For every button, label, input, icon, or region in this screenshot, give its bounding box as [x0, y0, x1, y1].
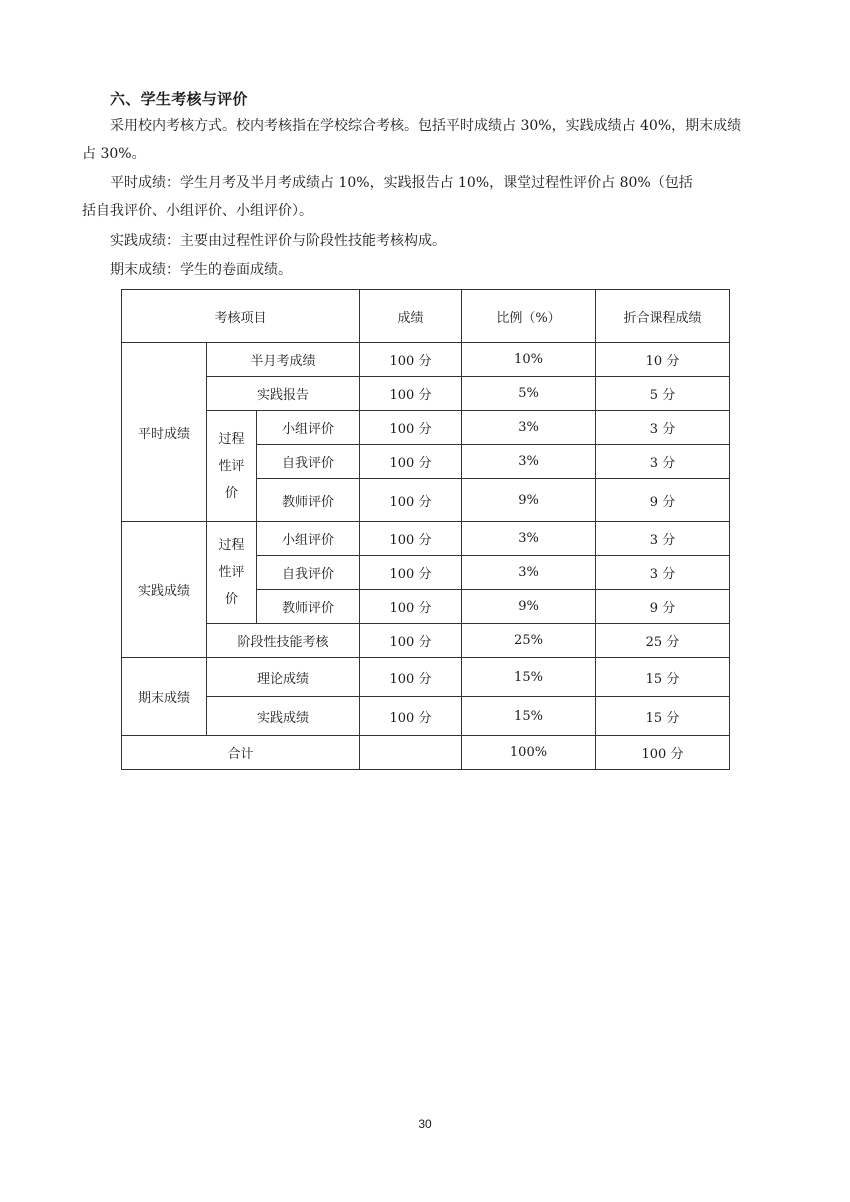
- table-header-row: [122, 290, 730, 343]
- table-row: [122, 624, 730, 658]
- process-eval-line: 性评: [218, 458, 245, 474]
- row-ratio: 25%: [462, 624, 596, 658]
- header-ratio: 比例（%）: [462, 290, 596, 343]
- row-converted: 3 分: [596, 411, 730, 445]
- row-converted: 3 分: [596, 522, 730, 556]
- row-converted: 9 分: [596, 590, 730, 624]
- paragraph-final-score: 期末成绩：学生的卷面成绩。: [110, 262, 292, 278]
- group-regular: 平时成绩: [122, 343, 207, 522]
- row-converted: 15 分: [596, 658, 730, 697]
- page-number: 30: [418, 1117, 432, 1131]
- paragraph-practice-score: 实践成绩：主要由过程性评价与阶段性技能考核构成。: [110, 233, 446, 249]
- row-ratio: 3%: [462, 556, 596, 590]
- row-label: 阶段性技能考核: [207, 624, 360, 658]
- table-row: [122, 522, 730, 556]
- row-converted: 15 分: [596, 697, 730, 736]
- row-ratio: 5%: [462, 377, 596, 411]
- row-label: 半月考成绩: [207, 343, 360, 377]
- row-label: 自我评价: [257, 445, 360, 479]
- process-eval-line: 价: [224, 485, 238, 501]
- table-row: [122, 697, 730, 736]
- row-score: 100 分: [360, 479, 462, 522]
- row-score: 100 分: [360, 697, 462, 736]
- row-ratio: 3%: [462, 522, 596, 556]
- row-ratio: 15%: [462, 697, 596, 736]
- process-eval-line: 性评: [218, 565, 245, 580]
- paragraph-regular-score: 平时成绩：学生月考及半月考成绩占 10%，实践报告占 10%，课堂过程性评价占 80%（包括: [110, 175, 693, 191]
- process-eval-line: 价: [224, 592, 238, 607]
- row-score: 100 分: [360, 377, 462, 411]
- process-eval-line: 过程: [218, 538, 245, 553]
- header-item: 考核项目: [122, 290, 360, 343]
- process-eval-regular: [207, 411, 257, 522]
- row-label: 实践报告: [207, 377, 360, 411]
- row-ratio: 9%: [462, 479, 596, 522]
- row-score: 100 分: [360, 343, 462, 377]
- header-converted: 折合课程成绩: [596, 290, 730, 343]
- paragraph-assessment-method-cont: 占 30%。: [82, 146, 146, 162]
- group-practice: 实践成绩: [122, 522, 207, 658]
- row-label: 小组评价: [257, 411, 360, 445]
- row-ratio: 3%: [462, 445, 596, 479]
- total-score: [360, 736, 462, 770]
- total-converted: 100 分: [596, 736, 730, 770]
- process-eval-practice: [207, 522, 257, 624]
- header-score: 成绩: [360, 290, 462, 343]
- total-ratio: 100%: [462, 736, 596, 770]
- table-total-row: [122, 736, 730, 770]
- row-label: 教师评价: [257, 590, 360, 624]
- process-eval-line: 过程: [218, 431, 245, 447]
- table-row: [122, 658, 730, 697]
- table-row: [122, 411, 730, 445]
- row-converted: 3 分: [596, 556, 730, 590]
- row-score: 100 分: [360, 411, 462, 445]
- total-label: 合计: [122, 736, 360, 770]
- row-ratio: 3%: [462, 411, 596, 445]
- paragraph-regular-score-cont: 括自我评价、小组评价、小组评价）。: [82, 203, 313, 219]
- grade-table: [121, 289, 730, 770]
- row-score: 100 分: [360, 522, 462, 556]
- row-converted: 3 分: [596, 445, 730, 479]
- paragraph-assessment-method: 采用校内考核方式。校内考核指在学校综合考核。包括平时成绩占 30%，实践成绩占 40%，期末成绩: [110, 118, 742, 134]
- group-final: 期末成绩: [122, 658, 207, 736]
- row-score: 100 分: [360, 624, 462, 658]
- section-heading: 六、学生考核与评价: [110, 90, 248, 108]
- row-ratio: 9%: [462, 590, 596, 624]
- row-score: 100 分: [360, 445, 462, 479]
- row-converted: 9 分: [596, 479, 730, 522]
- table-row: [122, 343, 730, 377]
- row-ratio: 10%: [462, 343, 596, 377]
- row-label: 实践成绩: [207, 697, 360, 736]
- row-converted: 10 分: [596, 343, 730, 377]
- row-score: 100 分: [360, 590, 462, 624]
- row-ratio: 15%: [462, 658, 596, 697]
- row-label: 教师评价: [257, 479, 360, 522]
- table-row: [122, 377, 730, 411]
- row-score: 100 分: [360, 658, 462, 697]
- row-converted: 5 分: [596, 377, 730, 411]
- row-score: 100 分: [360, 556, 462, 590]
- row-label: 小组评价: [257, 522, 360, 556]
- row-converted: 25 分: [596, 624, 730, 658]
- row-label: 理论成绩: [207, 658, 360, 697]
- row-label: 自我评价: [257, 556, 360, 590]
